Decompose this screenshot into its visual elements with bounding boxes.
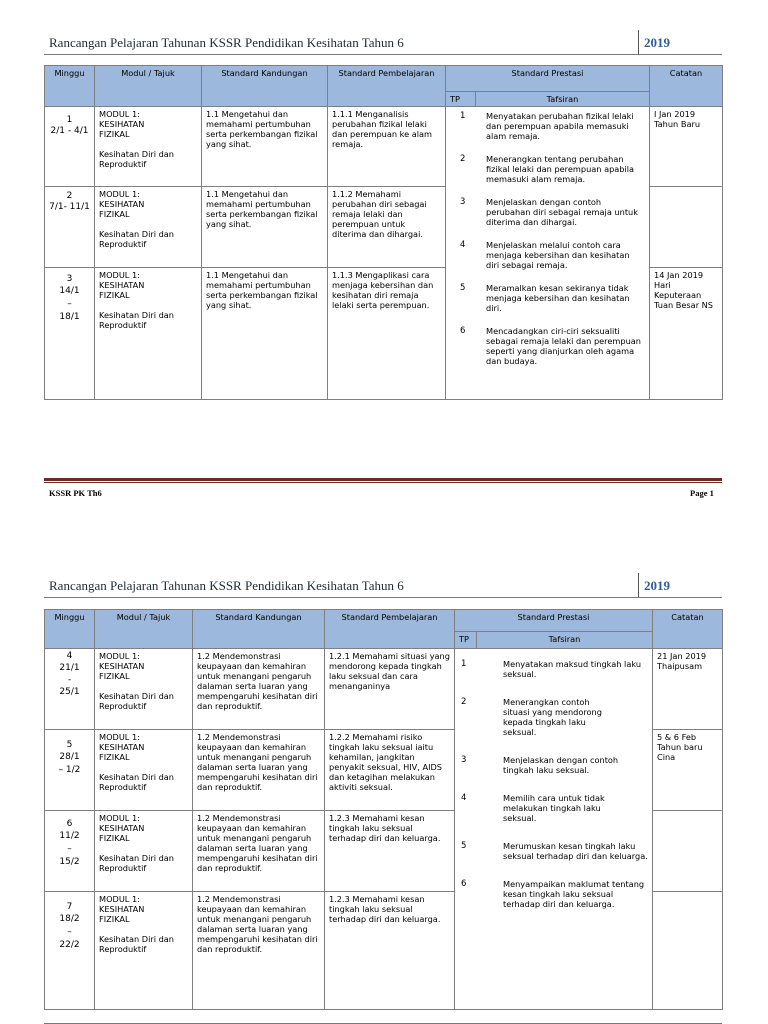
week-dates: 7/1- 11/1 bbox=[49, 202, 90, 212]
page-header-year: 2019 bbox=[644, 35, 670, 50]
tp-item bbox=[461, 755, 648, 775]
modul-line: Kesihatan Diri dan bbox=[99, 149, 174, 159]
table-row bbox=[45, 649, 723, 730]
col-standard-prestasi: Standard Prestasi bbox=[455, 610, 653, 632]
week-number: 6 bbox=[66, 819, 73, 829]
catatan-cell bbox=[650, 187, 723, 268]
tp-item bbox=[461, 879, 648, 909]
tp-number: 6 bbox=[461, 879, 467, 889]
modul-line: KESIHATAN bbox=[99, 119, 145, 129]
col-catatan: Catatan bbox=[653, 610, 723, 649]
modul-line: FIZIKAL bbox=[99, 290, 130, 300]
tp-text: Menerangkan tentang perubahan fizikal lelaki dan perempuan apabila memasuki alam remaja. bbox=[486, 154, 635, 184]
tp-item bbox=[460, 240, 645, 270]
tp-text: Menyatakan perubahan fizikal lelaki dan perempuan apabila memasuki alam remaja. bbox=[486, 111, 634, 141]
modul-line: FIZIKAL bbox=[99, 914, 130, 924]
modul-line: MODUL 1: bbox=[99, 189, 140, 199]
page-2 bbox=[0, 560, 768, 1024]
col-minggu: Minggu bbox=[45, 610, 95, 649]
week-cell bbox=[45, 649, 95, 730]
col-standard-pembelajaran: Standard Pembelajaran bbox=[325, 610, 455, 649]
tp-number: 3 bbox=[461, 755, 467, 765]
week-cell bbox=[45, 107, 95, 187]
modul-line: FIZIKAL bbox=[99, 129, 130, 139]
week-dates: 28/1 – 1/2 bbox=[58, 752, 81, 775]
week-number: 1 bbox=[66, 115, 73, 125]
modul-line: Reproduktif bbox=[99, 239, 147, 249]
sk-cell: 1.2 Mendemonstrasi keupayaan dan kemahiran untuk menangani pengaruh dalaman serta luaran yang mempengaruhi kesihatan diri dan reproduktif. bbox=[193, 649, 325, 730]
modul-line: MODUL 1: bbox=[99, 651, 140, 661]
tp-text: Menyatakan maksud tingkah laku seksual. bbox=[503, 659, 642, 679]
tp-item bbox=[461, 697, 648, 737]
sk-cell: 1.2 Mendemonstrasi keupayaan dan kemahiran untuk menangani pengaruh dalaman serta luaran yang mempengaruhi kesihatan diri dan reproduktif. bbox=[193, 811, 325, 892]
modul-line: Kesihatan Diri dan bbox=[99, 772, 174, 782]
modul-cell bbox=[95, 649, 193, 730]
catatan-cell: 14 Jan 2019 Hari Keputeraan Tuan Besar NS bbox=[650, 268, 723, 400]
week-cell bbox=[45, 268, 95, 400]
tp-item bbox=[461, 841, 648, 861]
tp-item bbox=[460, 154, 645, 184]
tp-cell bbox=[446, 107, 650, 400]
catatan-cell bbox=[653, 811, 723, 892]
modul-line: Kesihatan Diri dan bbox=[99, 853, 174, 863]
tp-number: 3 bbox=[460, 197, 466, 207]
tp-item bbox=[460, 326, 645, 366]
tp-text: Menyampaikan maklumat tentang kesan tingkah laku seksual terhadap diri dan keluarga. bbox=[503, 879, 645, 909]
modul-line: MODUL 1: bbox=[99, 270, 140, 280]
week-number: 7 bbox=[66, 902, 73, 912]
page-header-year: 2019 bbox=[644, 578, 670, 593]
tp-text: Merumuskan kesan tingkah laku seksual terhadap diri dan keluarga. bbox=[503, 841, 648, 861]
sp-cell: 1.1.1 Menganalisis perubahan fizikal lelaki dan perempuan ke alam remaja. bbox=[328, 107, 446, 187]
col-standard-pembelajaran: Standard Pembelajaran bbox=[328, 66, 446, 107]
lesson-plan-table bbox=[44, 65, 723, 400]
tp-number: 2 bbox=[460, 154, 466, 164]
week-dates: 11/2 – 15/2 bbox=[59, 831, 80, 867]
modul-line: Kesihatan Diri dan bbox=[99, 310, 174, 320]
tp-item bbox=[460, 197, 645, 227]
tp-number: 4 bbox=[460, 240, 466, 250]
modul-cell bbox=[95, 811, 193, 892]
col-minggu: Minggu bbox=[45, 66, 95, 107]
tp-number: 1 bbox=[461, 659, 467, 669]
footer-rule bbox=[44, 478, 722, 484]
table-row bbox=[45, 107, 723, 187]
modul-line: MODUL 1: bbox=[99, 813, 140, 823]
modul-cell bbox=[95, 187, 202, 268]
tp-item bbox=[460, 283, 645, 313]
modul-line: FIZIKAL bbox=[99, 671, 130, 681]
modul-line: Kesihatan Diri dan bbox=[99, 691, 174, 701]
header-divider bbox=[638, 30, 639, 54]
week-dates: 2/1 - 4/1 bbox=[50, 126, 89, 136]
modul-line: FIZIKAL bbox=[99, 833, 130, 843]
modul-line: Kesihatan Diri dan bbox=[99, 229, 174, 239]
modul-line: Kesihatan Diri dan bbox=[99, 934, 174, 944]
sk-cell: 1.1 Mengetahui dan memahami pertumbuhan serta perkembangan fizikal yang sihat. bbox=[202, 268, 328, 400]
lesson-plan-table bbox=[44, 609, 723, 1010]
modul-line: KESIHATAN bbox=[99, 280, 145, 290]
tp-text: Menjelaskan dengan contoh perubahan diri sebagai remaja untuk diterima dan dihargai. bbox=[486, 197, 638, 227]
tp-number: 6 bbox=[460, 326, 466, 336]
sp-cell: 1.2.1 Memahami situasi yang mendorong kepada tingkah laku seksual dan cara menanganinya bbox=[325, 649, 455, 730]
footer-page-number: Page 1 bbox=[690, 488, 714, 498]
modul-line: MODUL 1: bbox=[99, 732, 140, 742]
col-tp: TP bbox=[455, 632, 477, 649]
week-dates: 21/1 - 25/1 bbox=[59, 663, 80, 697]
week-dates: 14/1 – 18/1 bbox=[59, 286, 80, 322]
sp-cell: 1.1.3 Mengaplikasi cara menjaga kebersihan dan kesihatan diri remaja lelaki serta perempuan. bbox=[328, 268, 446, 400]
modul-cell bbox=[95, 730, 193, 811]
tp-number: 5 bbox=[461, 841, 467, 851]
header-divider bbox=[638, 573, 639, 597]
col-modul: Modul / Tajuk bbox=[95, 610, 193, 649]
modul-line: MODUL 1: bbox=[99, 894, 140, 904]
tp-item bbox=[461, 659, 648, 679]
sp-cell: 1.2.3 Memahami kesan tingkah laku seksual terhadap diri dan keluarga. bbox=[325, 892, 455, 1010]
modul-line: Reproduktif bbox=[99, 701, 147, 711]
col-tafsiran: Tafsiran bbox=[477, 632, 653, 649]
tp-number: 4 bbox=[461, 793, 467, 803]
week-dates: 18/2 – 22/2 bbox=[59, 914, 80, 950]
week-number: 4 bbox=[66, 651, 73, 661]
col-tafsiran: Tafsiran bbox=[476, 92, 650, 107]
modul-line: KESIHATAN bbox=[99, 742, 145, 752]
page-header-title: Rancangan Pelajaran Tahunan KSSR Pendidikan Kesihatan Tahun 6 bbox=[49, 35, 404, 50]
week-cell bbox=[45, 811, 95, 892]
col-standard-kandungan: Standard Kandungan bbox=[193, 610, 325, 649]
tp-number: 1 bbox=[460, 111, 466, 121]
sp-cell: 1.2.2 Memahami risiko tingkah laku seksual iaitu kehamilan, jangkitan penyakit seksual, HIV, AIDS dan ketagihan melakukan aktiviti seksual. bbox=[325, 730, 455, 811]
page-header-title: Rancangan Pelajaran Tahunan KSSR Pendidikan Kesihatan Tahun 6 bbox=[49, 578, 404, 593]
modul-cell bbox=[95, 107, 202, 187]
col-catatan: Catatan bbox=[650, 66, 723, 107]
tp-text: Menjelaskan dengan contoh tingkah laku seksual. bbox=[503, 755, 619, 775]
modul-line: Reproduktif bbox=[99, 944, 147, 954]
col-standard-prestasi: Standard Prestasi bbox=[446, 66, 650, 92]
sk-cell: 1.2 Mendemonstrasi keupayaan dan kemahiran untuk menangani pengaruh dalaman serta luaran yang mempengaruhi kesihatan diri dan reproduktif. bbox=[193, 892, 325, 1010]
footer-left: KSSR PK Th6 bbox=[49, 488, 102, 498]
tp-text: Menerangkan contoh situasi yang mendorong kepada tingkah laku seksual. bbox=[503, 697, 602, 737]
modul-cell bbox=[95, 892, 193, 1010]
week-number: 2 bbox=[66, 191, 73, 201]
sk-cell: 1.1 Mengetahui dan memahami pertumbuhan serta perkembangan fizikal yang sihat. bbox=[202, 187, 328, 268]
modul-line: Reproduktif bbox=[99, 782, 147, 792]
sk-cell: 1.2 Mendemonstrasi keupayaan dan kemahiran untuk menangani pengaruh dalaman serta luaran yang mempengaruhi kesihatan diri dan reproduktif. bbox=[193, 730, 325, 811]
col-tp: TP bbox=[446, 92, 476, 107]
col-standard-kandungan: Standard Kandungan bbox=[202, 66, 328, 107]
week-cell bbox=[45, 730, 95, 811]
modul-line: Reproduktif bbox=[99, 159, 147, 169]
catatan-cell bbox=[653, 892, 723, 1010]
tp-item bbox=[460, 111, 645, 141]
modul-line: FIZIKAL bbox=[99, 209, 130, 219]
week-number: 5 bbox=[66, 740, 73, 750]
sp-cell: 1.2.3 Memahami kesan tingkah laku seksual terhadap diri dan keluarga. bbox=[325, 811, 455, 892]
week-cell bbox=[45, 187, 95, 268]
modul-cell bbox=[95, 268, 202, 400]
tp-text: Mencadangkan ciri-ciri seksualiti sebagai remaja lelaki dan perempuan seperti yang dianjurkan oleh agama dan budaya. bbox=[486, 326, 641, 366]
catatan-cell: 5 & 6 Feb Tahun baru Cina bbox=[653, 730, 723, 811]
week-number: 3 bbox=[66, 274, 73, 284]
modul-line: FIZIKAL bbox=[99, 752, 130, 762]
tp-number: 5 bbox=[460, 283, 466, 293]
catatan-cell: I Jan 2019 Tahun Baru bbox=[650, 107, 723, 187]
header-rule bbox=[44, 597, 722, 598]
tp-cell bbox=[455, 649, 653, 1010]
sp-cell: 1.1.2 Memahami perubahan diri sebagai remaja lelaki dan perempuan untuk diterima dan dihargai. bbox=[328, 187, 446, 268]
modul-line: KESIHATAN bbox=[99, 199, 145, 209]
modul-line: MODUL 1: bbox=[99, 109, 140, 119]
tp-text: Memilih cara untuk tidak melakukan tingkah laku seksual. bbox=[503, 793, 605, 823]
tp-text: Menjelaskan melalui contoh cara menjaga kebersihan dan kesihatan diri sebagai remaja. bbox=[486, 240, 630, 270]
modul-line: Reproduktif bbox=[99, 863, 147, 873]
modul-line: KESIHATAN bbox=[99, 904, 145, 914]
modul-line: KESIHATAN bbox=[99, 661, 145, 671]
col-modul: Modul / Tajuk bbox=[95, 66, 202, 107]
modul-line: Reproduktif bbox=[99, 320, 147, 330]
tp-text: Meramalkan kesan sekiranya tidak menjaga kebersihan dan kesihatan diri. bbox=[486, 283, 630, 313]
header-rule bbox=[44, 54, 722, 55]
tp-number: 2 bbox=[461, 697, 467, 707]
tp-item bbox=[461, 793, 648, 823]
catatan-cell: 21 Jan 2019 Thaipusam bbox=[653, 649, 723, 730]
sk-cell: 1.1 Mengetahui dan memahami pertumbuhan serta perkembangan fizikal yang sihat. bbox=[202, 107, 328, 187]
modul-line: KESIHATAN bbox=[99, 823, 145, 833]
week-cell bbox=[45, 892, 95, 1010]
